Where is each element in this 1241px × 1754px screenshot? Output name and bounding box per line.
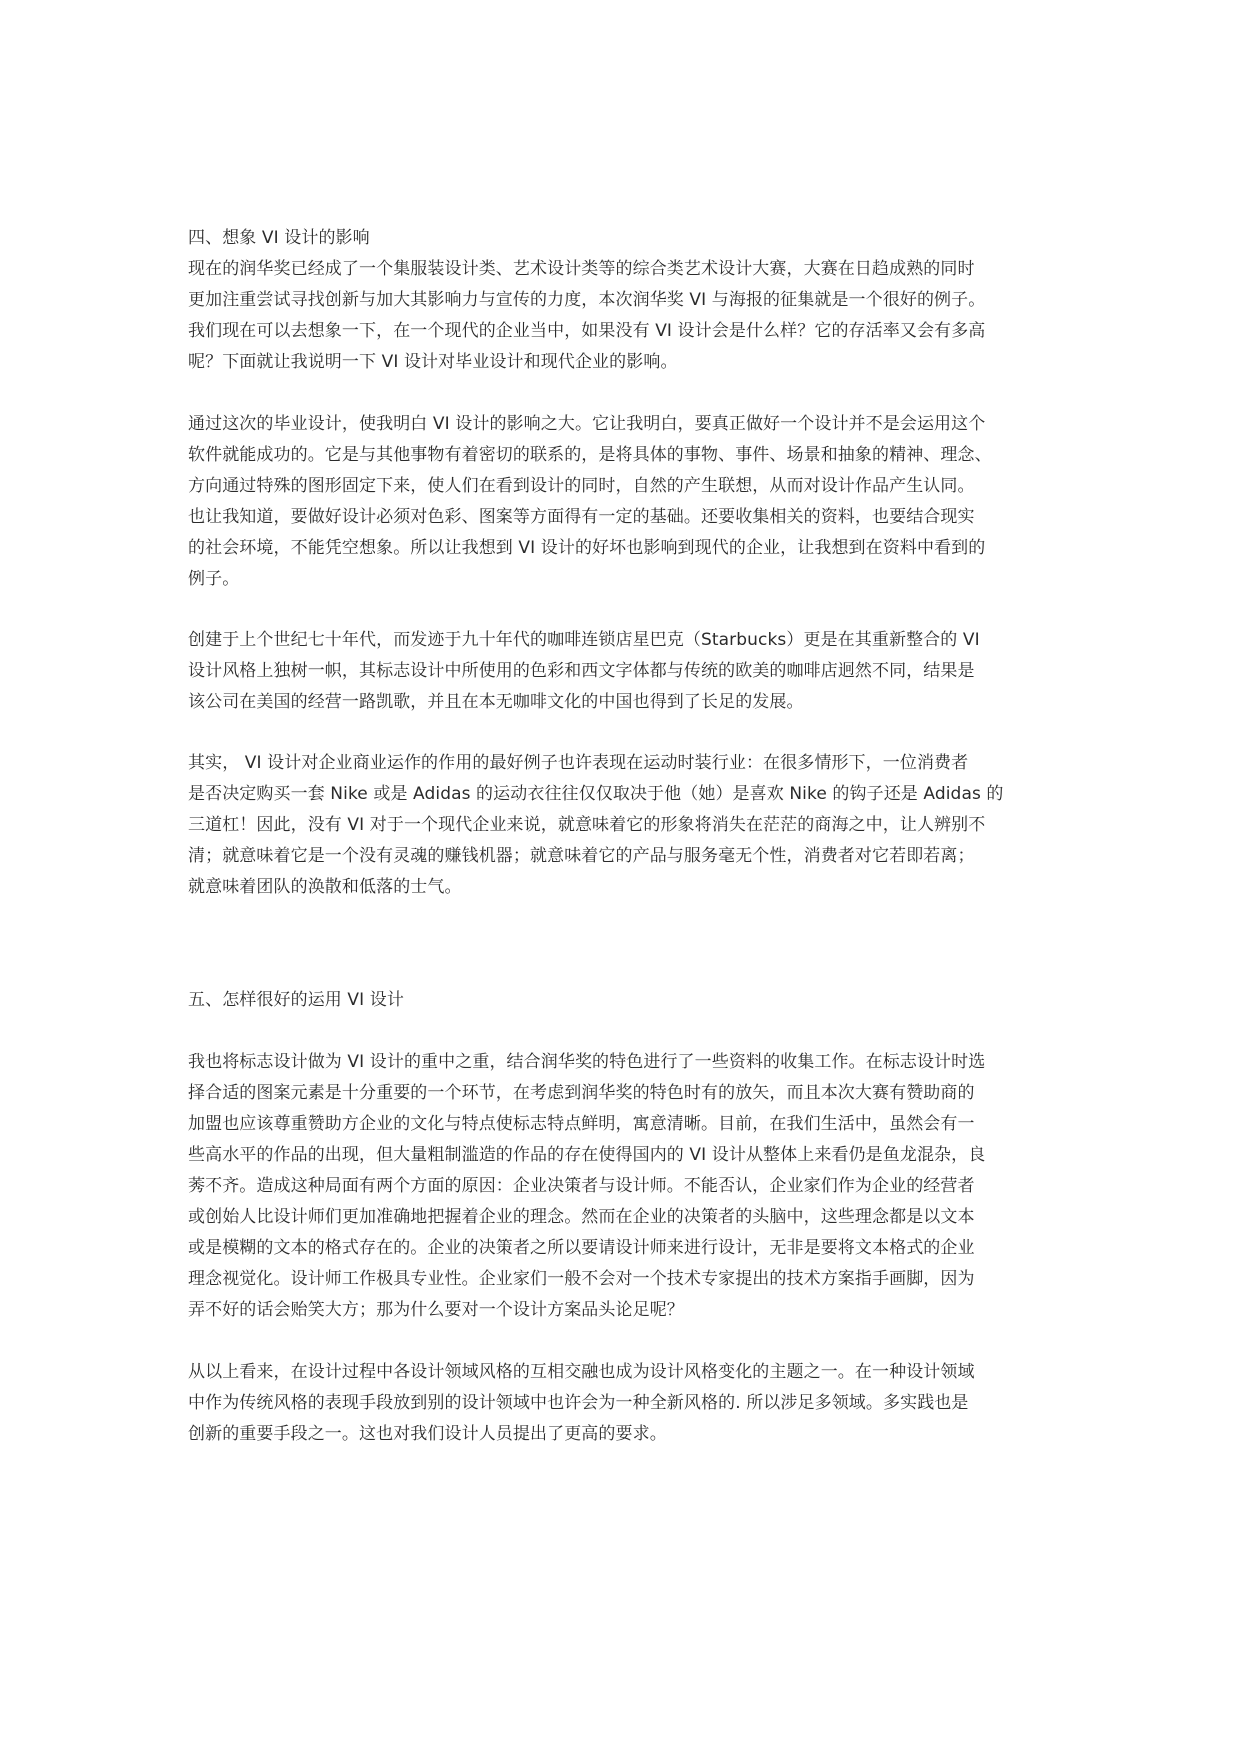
- paragraph-line: 方向通过特殊的图形固定下来，使人们在看到设计的同时，自然的产生联想，从而对设计作品产生认同。: [188, 476, 975, 496]
- paragraph-line: 创新的重要手段之一。这也对我们设计人员提出了更高的要求。: [188, 1424, 667, 1444]
- section-heading-5: 五、怎样很好的运用 VI 设计: [188, 990, 404, 1010]
- paragraph-line: 现在的润华奖已经成了一个集服装设计类、艺术设计类等的综合类艺术设计大赛，大赛在日趋成熟的同时: [188, 259, 975, 279]
- paragraph-line: 或创始人比设计师们更加准确地把握着企业的理念。然而在企业的决策者的头脑中，这些理念都是以文本: [188, 1207, 975, 1227]
- paragraph-line: 加盟也应该尊重赞助方企业的文化与特点使标志特点鲜明，寓意清晰。目前，在我们生活中，虽然会有一: [188, 1114, 975, 1134]
- paragraph-line: 就意味着团队的涣散和低落的士气。: [188, 877, 462, 897]
- paragraph-line: 或是模糊的文本的格式存在的。企业的决策者之所以要请设计师来进行设计，无非是要将文本格式的企业: [188, 1238, 975, 1258]
- section-heading-4: 四、想象 VI 设计的影响: [188, 228, 370, 248]
- paragraph-line: 是否决定购买一套 Nike 或是 Adidas 的运动衣往往仅仅取决于他（她）是喜欢 Nike 的钩子还是 Adidas 的: [188, 784, 1004, 804]
- paragraph-line: 弄不好的话会贻笑大方；那为什么要对一个设计方案品头论足呢？: [188, 1300, 684, 1320]
- paragraph-line: 三道杠！因此，没有 VI 对于一个现代企业来说，就意味着它的形象将消失在茫茫的商海之中，让人辨别不: [188, 815, 986, 835]
- paragraph-line: 清；就意味着它是一个没有灵魂的赚钱机器；就意味着它的产品与服务毫无个性，消费者对它若即若离；: [188, 846, 975, 866]
- paragraph-line: 从以上看来，在设计过程中各设计领域风格的互相交融也成为设计风格变化的主题之一。在一种设计领域: [188, 1362, 975, 1382]
- paragraph-line: 例子。: [188, 569, 240, 589]
- paragraph-line: 我们现在可以去想象一下，在一个现代的企业当中，如果没有 VI 设计会是什么样？它的存活率又会有多高: [188, 321, 986, 341]
- paragraph-line: 更加注重尝试寻找创新与加大其影响力与宣传的力度，本次润华奖 VI 与海报的征集就是一个很好的例子。: [188, 290, 986, 310]
- paragraph-line: 软件就能成功的。它是与其他事物有着密切的联系的，是将具体的事物、事件、场景和抽象的精神、理念、: [188, 445, 992, 465]
- paragraph-line: 也让我知道，要做好设计必须对色彩、图案等方面得有一定的基础。还要收集相关的资料，也要结合现实: [188, 507, 975, 527]
- paragraph-line: 该公司在美国的经营一路凯歌，并且在本无咖啡文化的中国也得到了长足的发展。: [188, 692, 804, 712]
- paragraph-line: 中作为传统风格的表现手段放到别的设计领域中也许会为一种全新风格的. 所以涉足多领域。多实践也是: [188, 1393, 969, 1413]
- paragraph-line: 创建于上个世纪七十年代，而发迹于九十年代的咖啡连锁店星巴克（Starbucks）更是在其重新整合的 VI: [188, 630, 980, 650]
- paragraph-line: 通过这次的毕业设计，使我明白 VI 设计的影响之大。它让我明白，要真正做好一个设计并不是会运用这个: [188, 414, 986, 434]
- paragraph-line: 其实， VI 设计对企业商业运作的作用的最好例子也许表现在运动时装行业：在很多情形下，一位消费者: [188, 753, 969, 773]
- paragraph-line: 呢？下面就让我说明一下 VI 设计对毕业设计和现代企业的影响。: [188, 352, 678, 372]
- paragraph-line: 些高水平的作品的出现，但大量粗制滥造的作品的存在使得国内的 VI 设计从整体上来看仍是鱼龙混杂，良: [188, 1145, 986, 1165]
- paragraph-line: 我也将标志设计做为 VI 设计的重中之重，结合润华奖的特色进行了一些资料的收集工作。在标志设计时选: [188, 1052, 986, 1072]
- paragraph-line: 的社会环境，不能凭空想象。所以让我想到 VI 设计的好坏也影响到现代的企业，让我想到在资料中看到的: [188, 538, 986, 558]
- paragraph-line: 莠不齐。造成这种局面有两个方面的原因：企业决策者与设计师。不能否认，企业家们作为企业的经营者: [188, 1176, 975, 1196]
- paragraph-line: 设计风格上独树一帜，其标志设计中所使用的色彩和西文字体都与传统的欧美的咖啡店迥然不同，结果是: [188, 661, 975, 681]
- paragraph-line: 择合适的图案元素是十分重要的一个环节，在考虑到润华奖的特色时有的放矢，而且本次大赛有赞助商的: [188, 1083, 975, 1103]
- paragraph-line: 理念视觉化。设计师工作极具专业性。企业家们一般不会对一个技术专家提出的技术方案指手画脚，因为: [188, 1269, 975, 1289]
